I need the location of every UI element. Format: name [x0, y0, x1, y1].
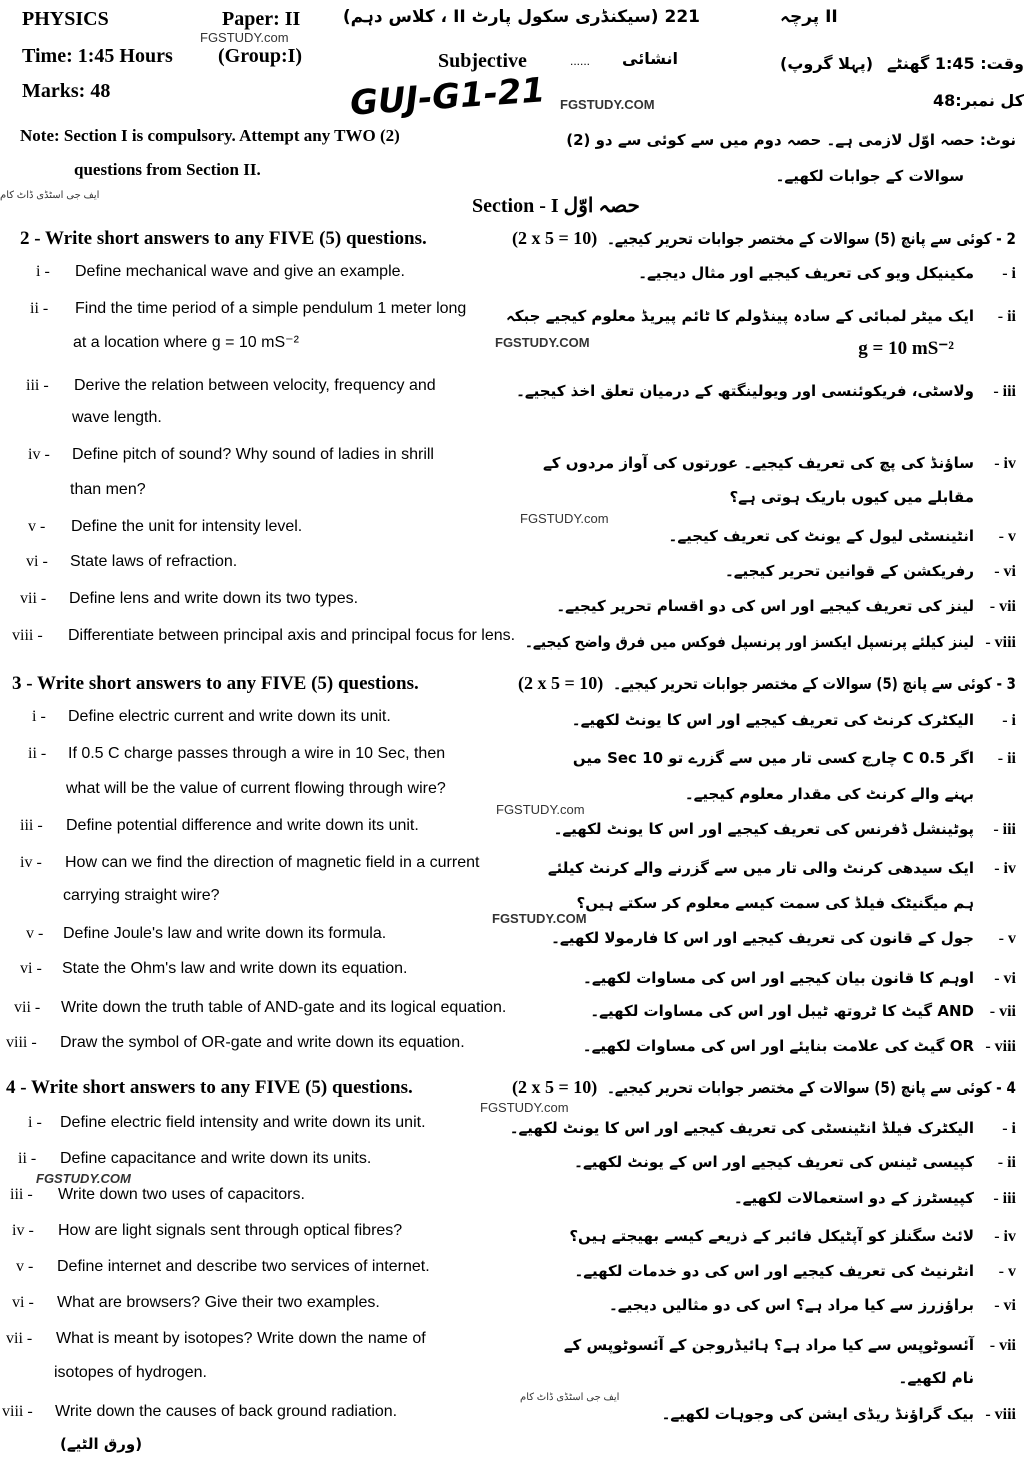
urdu-item-number: - vi	[994, 1297, 1016, 1314]
question-text: Define mechanical wave and give an example.	[75, 263, 405, 280]
urdu-item-number: - vi	[994, 563, 1016, 580]
item-number: ii -	[28, 745, 47, 762]
urdu-question-text: جول کے قانون کی تعریف کیجیے اور اس کا فارمولا لکھیے۔	[551, 929, 974, 947]
urdu-question-text: OR گیٹ کی علامت بنایئے اور اس کی مساوات لکھیے۔	[582, 1037, 974, 1055]
watermark: FGSTUDY.com	[496, 802, 585, 817]
item-number: iii -	[10, 1186, 33, 1203]
urdu-question-text: ہم میگنیٹک فیلڈ کی سمت کیسے معلوم کر سکتے ہیں؟	[576, 894, 974, 912]
question-text: what will be the value of current flowing through wire?	[66, 780, 446, 797]
urdu-item-number: - iv	[994, 1228, 1016, 1245]
urdu-question-text: ولاسٹی، فریکوئنسی اور ویولینگتھ کے درمیان تعلق اخذ کیجیے۔	[516, 382, 974, 400]
item-number: vii -	[6, 1330, 33, 1347]
watermark: FGSTUDY.com	[520, 511, 609, 526]
urdu-question-text: رفریکشن کے قوانین تحریر کیجیے۔	[724, 562, 974, 580]
urdu-question-text: انٹینسٹی لیول کے یونٹ کی تعریف کیجیے۔	[668, 527, 974, 545]
question-text: Derive the relation between velocity, frequency and	[74, 377, 436, 394]
question-header: 4 - Write short answers to any FIVE (5) questions.	[6, 1077, 413, 1098]
question-text: Define capacitance and write down its units.	[60, 1150, 372, 1167]
paper-type: Subjective	[438, 50, 527, 72]
urdu-group: (پہلا گروپ)	[780, 54, 874, 73]
question-text: Define Joule's law and write down its formula.	[63, 925, 387, 942]
urdu-question-text: ساؤنڈ کی پچ کی تعریف کیجیے۔ عورتوں کی آواز مردوں کے	[543, 454, 974, 472]
urdu-item-number: - i	[1002, 265, 1016, 282]
turn-over-note: (ورق الٹیے)	[60, 1435, 143, 1453]
subject-title: PHYSICS	[22, 8, 109, 30]
urdu-note-line-2: سوالات کے جوابات لکھیے۔	[775, 167, 964, 185]
urdu-title: 221 (سیکنڈری سکول پارٹ II ، کلاس دہم)	[342, 7, 700, 27]
question-text: State the Ohm's law and write down its equation.	[62, 960, 408, 977]
urdu-question-text: اوہم کا قانون بیان کیجیے اور اس کی مساوات لکھیے۔	[583, 969, 974, 987]
urdu-marks: کل نمبر:48	[932, 91, 1024, 110]
urdu-item-number: - vii	[989, 1337, 1016, 1354]
urdu-question-header: 3 - کوئی سے پانچ (5) سوالات کے مختصر جوابات تحریر کیجیے۔	[613, 674, 1016, 693]
item-number: vii -	[20, 590, 47, 607]
note-line-2: questions from Section II.	[74, 160, 261, 179]
urdu-item-number: - viii	[985, 634, 1016, 651]
urdu-item-number: - v	[998, 1263, 1016, 1280]
urdu-item-number: - iii	[993, 383, 1016, 400]
urdu-question-text: لائٹ سگنلز کو آپٹیکل فائبر کے ذریعے کیسے بھیجتے ہیں؟	[569, 1227, 974, 1245]
question-text: Differentiate between principal axis and principal focus for lens.	[68, 627, 516, 644]
item-number: viii -	[12, 627, 43, 644]
item-number: viii -	[6, 1034, 37, 1051]
urdu-question-text: بہنے والے کرنٹ کی مقدار معلوم کیجیے۔	[684, 785, 974, 803]
urdu-item-number: - ii	[997, 308, 1016, 325]
urdu-question-text: نام لکھیے۔	[898, 1369, 974, 1387]
question-text: wave length.	[72, 409, 162, 426]
item-number: v -	[28, 518, 46, 535]
item-number: iv -	[28, 446, 50, 463]
question-header: 2 - Write short answers to any FIVE (5) questions.	[20, 228, 427, 249]
urdu-item-number: - viii	[985, 1406, 1016, 1423]
watermark: ایف جی اسٹڈی ڈاٹ کام	[0, 190, 100, 201]
urdu-question-text: بیک گراؤنڈ ریڈی ایشن کی وجوہات لکھیے۔	[661, 1405, 974, 1423]
marks-label: Marks: 48	[22, 80, 111, 102]
urdu-item-number: - i	[1002, 712, 1016, 729]
urdu-question-text: پوٹینشل ڈفرنس کی تعریف کیجیے اور اس کا یونٹ لکھیے۔	[553, 820, 974, 838]
watermark: FGSTUDY.COM	[492, 911, 587, 926]
question-text: than men?	[70, 481, 146, 498]
question-text: State laws of refraction.	[70, 553, 238, 570]
question-text: What is meant by isotopes? Write down the name of	[56, 1330, 426, 1347]
urdu-item-number: - ii	[997, 1154, 1016, 1171]
urdu-item-number: - vii	[989, 598, 1016, 615]
item-number: i -	[36, 263, 50, 280]
urdu-item-number: - i	[1002, 1120, 1016, 1137]
urdu-question-text: آئسوٹوپس سے کیا مراد ہے؟ ہائیڈروجن کے آئسوٹوپس کے	[563, 1336, 974, 1354]
urdu-question-header: 4 - کوئی سے پانچ (5) سوالات کے مختصر جوابات تحریر کیجیے۔	[607, 1078, 1016, 1097]
note-line-1: Note: Section I is compulsory. Attempt any TWO (2)	[20, 126, 400, 145]
item-number: iv -	[12, 1222, 34, 1239]
item-number: vi -	[12, 1294, 34, 1311]
watermark: ایف جی اسٹڈی ڈاٹ کام	[520, 1392, 620, 1403]
urdu-question-text: ایک سیدھی کرنٹ والی تار میں سے گزرنے والے کرنٹ کیلئے	[547, 859, 974, 877]
urdu-question-text: ایک میٹر لمبائی کے سادہ پینڈولم کا ٹائم پیریڈ معلوم کیجیے جبکہ	[505, 307, 974, 325]
item-number: v -	[16, 1258, 34, 1275]
question-text: Draw the symbol of OR-gate and write down its equation.	[60, 1034, 465, 1051]
question-text: How can we find the direction of magnetic field in a current	[65, 854, 480, 871]
watermark: FGSTUDY.COM	[560, 97, 655, 112]
item-number: vi -	[26, 553, 48, 570]
item-number: i -	[32, 708, 46, 725]
urdu-question-text: مکینیکل ویو کی تعریف کیجیے اور مثال دیجیے۔	[638, 264, 974, 282]
handwritten-code: GUJ-G1-21	[348, 70, 547, 124]
urdu-item-number: - v	[998, 528, 1016, 545]
question-header: 3 - Write short answers to any FIVE (5) questions.	[12, 673, 419, 694]
urdu-question-text: الیکٹرک فیلڈ انٹینسٹی کی تعریف کیجیے اور اس کا یونٹ لکھیے۔	[509, 1119, 974, 1137]
question-text: Write down two uses of capacitors.	[58, 1186, 305, 1203]
question-text: Define lens and write down its two types.	[69, 590, 359, 607]
question-marks: (2 x 5 = 10)	[512, 228, 598, 248]
question-text: Define electric field intensity and write down its unit.	[60, 1114, 426, 1131]
urdu-question-text: لینز کی تعریف کیجیے اور اس کی دو اقسام تحریر کیجیے۔	[556, 597, 974, 615]
item-number: iii -	[20, 817, 43, 834]
question-text: Define the unit for intensity level.	[71, 518, 303, 535]
urdu-question-text: لینز کیلئے پرنسپل ایکسز اور پرنسپل فوکس میں فرق واضح کیجیے۔	[524, 633, 974, 651]
group-label: (Group:I)	[218, 45, 303, 67]
urdu-question-text: الیکٹرک کرنٹ کی تعریف کیجیے اور اس کا یونٹ لکھیے۔	[571, 711, 974, 729]
question-marks: (2 x 5 = 10)	[518, 673, 604, 693]
item-number: v -	[26, 925, 44, 942]
question-text: Define electric current and write down its unit.	[68, 708, 391, 725]
question-text: Write down the truth table of AND-gate and its logical equation.	[61, 999, 507, 1016]
urdu-item-number: - vi	[994, 970, 1016, 987]
item-number: vi -	[20, 960, 42, 977]
urdu-question-header: 2 - کوئی سے پانچ (5) سوالات کے مختصر جوابات تحریر کیجیے۔	[607, 229, 1016, 248]
question-text: What are browsers? Give their two examples.	[57, 1294, 380, 1311]
time-label: Time: 1:45 Hours	[22, 45, 173, 67]
item-number: iv -	[20, 854, 42, 871]
question-marks: (2 x 5 = 10)	[512, 1077, 598, 1097]
urdu-question-text: کپیسی ٹینس کی تعریف کیجیے اور اس کے یونٹ لکھیے۔	[574, 1153, 974, 1171]
urdu-item-number: - viii	[985, 1038, 1016, 1055]
question-text: If 0.5 C charge passes through a wire in 10 Sec, then	[68, 745, 446, 762]
section-title: Section - I حصہ اوّل	[472, 195, 640, 217]
question-text: Define internet and describe two services of internet.	[57, 1258, 430, 1275]
urdu-question-text: AND گیٹ کا ٹروتھ ٹیبل اور اس کی مساوات لکھیے۔	[590, 1002, 974, 1020]
question-text: Find the time period of a simple pendulum 1 meter long	[75, 300, 467, 317]
urdu-item-number: - iii	[993, 821, 1016, 838]
question-text: isotopes of hydrogen.	[54, 1364, 207, 1381]
urdu-type: انشائی	[622, 49, 678, 68]
item-number: iii -	[26, 377, 49, 394]
item-number: vii -	[14, 999, 41, 1016]
watermark: FGSTUDY.com	[200, 30, 289, 45]
urdu-question-text: براؤزرز سے کیا مراد ہے؟ اس کی دو مثالیں دیجیے۔	[609, 1296, 974, 1314]
question-text: Define potential difference and write down its unit.	[66, 817, 419, 834]
urdu-item-number: - iv	[994, 860, 1016, 877]
watermark: FGSTUDY.COM	[36, 1171, 131, 1186]
urdu-note-line-1: نوٹ: حصہ اوّل لازمی ہے۔ حصہ دوم میں سے کوئی سے دو (2)	[566, 131, 1016, 149]
urdu-question-text: انٹرنیٹ کی تعریف کیجیے اور اس کی دو خدمات لکھیے۔	[574, 1262, 974, 1280]
question-text: at a location where g = 10 mS⁻²	[73, 334, 299, 351]
item-number: ii -	[30, 300, 49, 317]
question-text: Define pitch of sound? Why sound of ladies in shrill	[72, 446, 434, 463]
urdu-question-text: مقابلے میں کیوں باریک ہوتی ہے؟	[729, 488, 974, 506]
item-number: ii -	[18, 1150, 37, 1167]
urdu-item-number: - iii	[993, 1190, 1016, 1207]
urdu-item-number: - ii	[997, 750, 1016, 767]
watermark: FGSTUDY.com	[480, 1100, 569, 1115]
item-number: i -	[28, 1114, 42, 1131]
urdu-time: وقت: 1:45 گھنٹے	[887, 54, 1024, 73]
urdu-item-number: - vii	[989, 1003, 1016, 1020]
urdu-item-number: - iv	[994, 455, 1016, 472]
question-text: How are light signals sent through optical fibres?	[58, 1222, 403, 1239]
paper-label: Paper: II	[222, 8, 301, 30]
urdu-question-text: کپیسٹرز کے دو استعمالات لکھیے۔	[733, 1189, 974, 1207]
watermark: FGSTUDY.COM	[495, 335, 590, 350]
question-text: Write down the causes of back ground radiation.	[55, 1403, 398, 1420]
item-number: viii -	[2, 1403, 33, 1420]
question-text: carrying straight wire?	[63, 887, 220, 904]
urdu-question-text: g = 10 mS⁻²	[858, 338, 954, 359]
urdu-question-text: اگر 0.5 C چارج کسی تار میں سے گزرے تو 10 Sec میں	[572, 749, 974, 767]
urdu-paper: پرچہ II	[780, 7, 838, 27]
dots: ......	[570, 54, 591, 68]
urdu-item-number: - v	[998, 930, 1016, 947]
